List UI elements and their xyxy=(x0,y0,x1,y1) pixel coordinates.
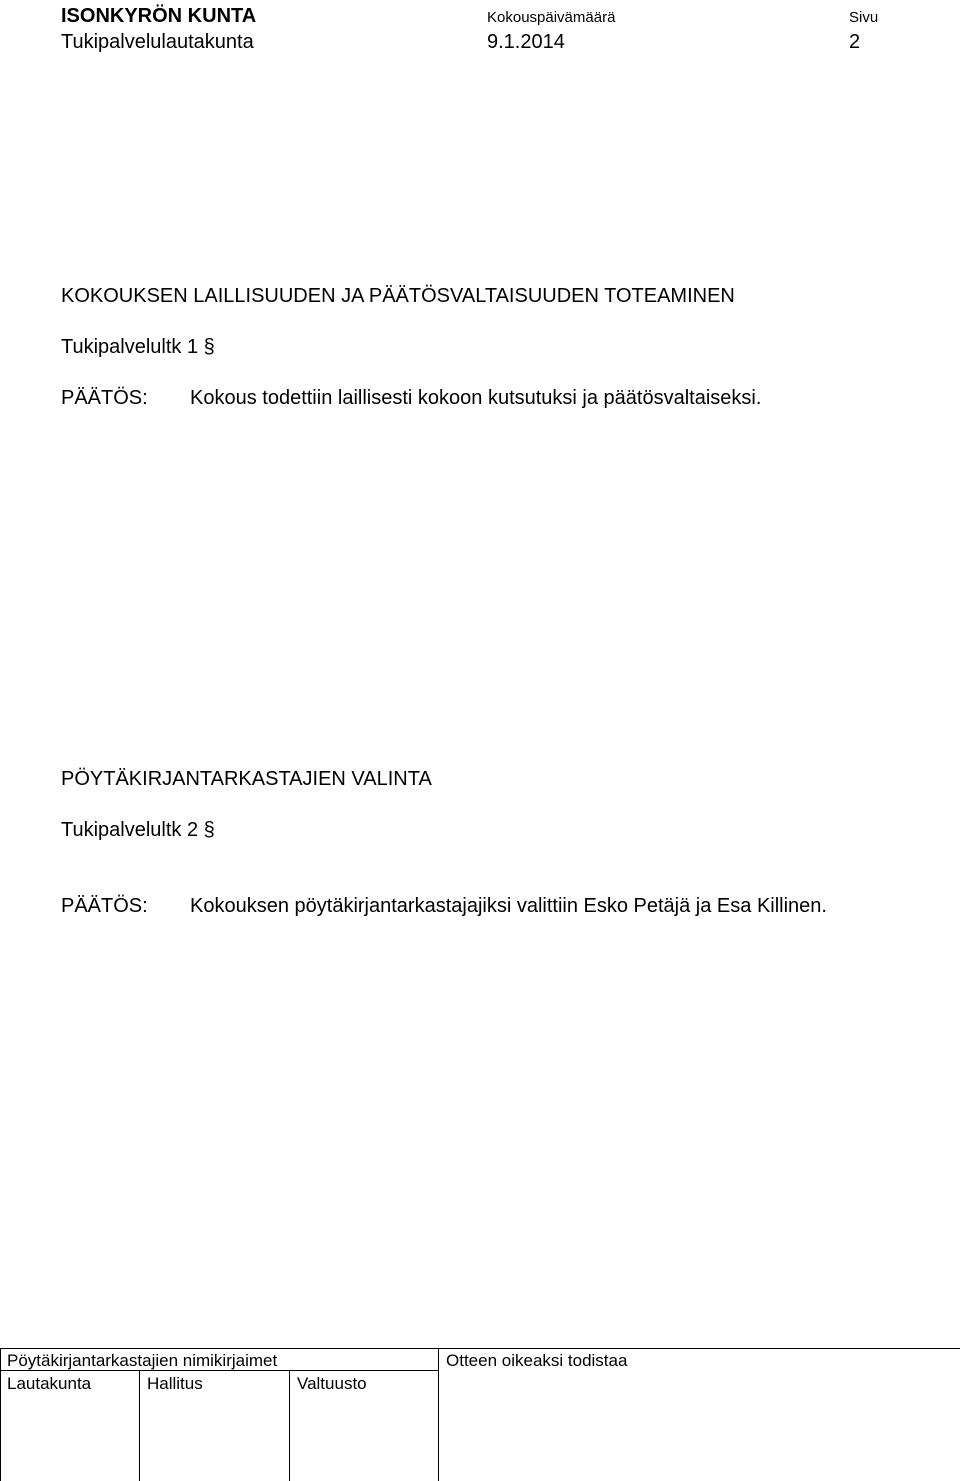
footer-row-divider xyxy=(0,1370,438,1371)
section-2-decision-text: Kokouksen pöytäkirjantarkastajajiksi valittiin Esko Petäjä ja Esa Killinen. xyxy=(190,895,827,917)
footer-column-divider-1 xyxy=(139,1370,140,1481)
meeting-date-label: Kokouspäivämäärä xyxy=(487,9,616,26)
signature-footer xyxy=(0,1348,960,1481)
section-1-heading: KOKOUKSEN LAILLISUUDEN JA PÄÄTÖSVALTAISUUDEN TOTEAMINEN xyxy=(61,285,735,307)
footer-column-divider-2 xyxy=(289,1370,290,1481)
section-1-reference: Tukipalvelultk 1 § xyxy=(61,336,215,358)
certify-label: Otteen oikeaksi todistaa xyxy=(446,1351,628,1370)
column-lautakunta: Lautakunta xyxy=(7,1374,92,1393)
footer-left-border xyxy=(0,1348,1,1481)
footer-top-border xyxy=(0,1348,960,1349)
section-1-decision-label: PÄÄTÖS: xyxy=(61,387,148,409)
page-number-value: 2 xyxy=(849,31,861,53)
column-valtuusto: Valtuusto xyxy=(297,1374,367,1393)
meeting-date-value: 9.1.2014 xyxy=(487,31,565,53)
footer-column-divider-3 xyxy=(438,1348,439,1481)
board-name: Tukipalvelulautakunta xyxy=(61,31,254,53)
page-number-label: Sivu xyxy=(849,9,879,26)
organization-name: ISONKYRÖN KUNTA xyxy=(61,5,257,27)
section-1-decision-text: Kokous todettiin laillisesti kokoon kutsutuksi ja päätösvaltaiseksi. xyxy=(190,387,762,409)
section-2-reference: Tukipalvelultk 2 § xyxy=(61,819,215,841)
column-hallitus: Hallitus xyxy=(147,1374,203,1393)
section-2-decision-label: PÄÄTÖS: xyxy=(61,895,148,917)
section-2-heading: PÖYTÄKIRJANTARKASTAJIEN VALINTA xyxy=(61,768,432,790)
signatures-label: Pöytäkirjantarkastajien nimikirjaimet xyxy=(7,1351,278,1370)
